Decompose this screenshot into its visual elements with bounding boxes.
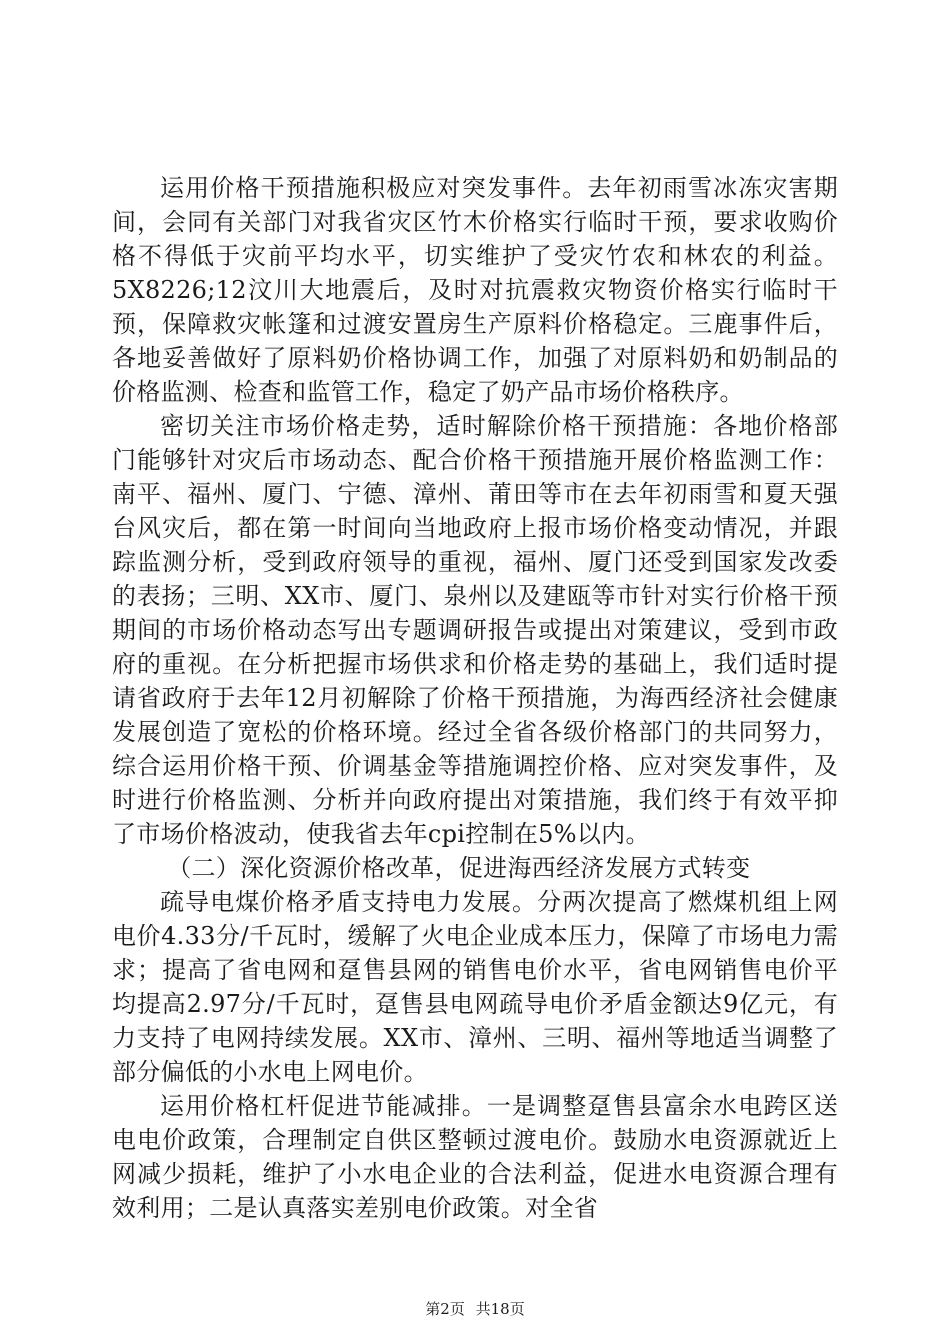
- section-subheading: （二）深化资源价格改革，促进海西经济发展方式转变: [167, 854, 751, 882]
- paragraph-emergency-response: 运用价格干预措施积极应对突发事件。去年初雨雪冰冻灾害期间，会同有关部门对我省灾区竹木价格实行临时干预，要求收购价格不得低于灾前平均水平，切实维护了受灾竹农和林农的利益。5X8226;12汶川大地震后，及时对抗震救灾物资价格实行临时干预，保障救灾帐篷和过渡安置房生产原料价格稳定。三鹿事件后，各地妥善做好了原料奶价格协调工作，加强了对原料奶和奶制品的价格监测、检查和监管工作，稳定了奶产品市场价格秩序。: [112, 174, 838, 406]
- page-total: 共18页: [475, 1300, 525, 1318]
- document-body: [112, 171, 838, 1225]
- paragraph-electricity-pricing: 疏导电煤价格矛盾支持电力发展。分两次提高了燃煤机组上网电价4.33分/千瓦时，缓解了火电企业成本压力，保障了市场电力需求；提高了省电网和趸售县网的销售电价水平，省电网销售电价平均提高2.97分/千瓦时，趸售县电网疏导电价矛盾金额达9亿元，有力支持了电网持续发展。XX市、漳州、三明、福州等地适当调整了部分偏低的小水电上网电价。: [112, 888, 838, 1086]
- paragraph-market-monitoring: 密切关注市场价格走势，适时解除价格干预措施：各地价格部门能够针对灾后市场动态、配合价格干预措施开展价格监测工作：南平、福州、厦门、宁德、漳州、莆田等市在去年初雨雪和夏天强台风灾后，都在第一时间向当地政府上报市场价格变动情况，并跟踪监测分析，受到政府领导的重视，福州、厦门还受到国家发改委的表扬；三明、XX市、厦门、泉州以及建瓯等市针对实行价格干预期间的市场价格动态写出专题调研报告或提出对策建议，受到市政府的重视。在分析把握市场供求和价格走势的基础上，我们适时提请省政府于去年12月初解除了价格干预措施，为海西经济社会健康发展创造了宽松的价格环境。经过全省各级价格部门的共同努力，综合运用价格干预、价调基金等措施调控价格、应对突发事件，及时进行价格监测、分析并向政府提出对策措施，我们终于有效平抑了市场价格波动，使我省去年cpi控制在5%以内。: [112, 412, 838, 848]
- page-footer: [0, 1298, 950, 1319]
- paragraph-energy-saving: 运用价格杠杆促进节能减排。一是调整趸售县富余水电跨区送电电价政策，合理制定自供区整顿过渡电价。鼓励水电资源就近上网减少损耗，维护了小水电企业的合法利益，促进水电资源合理有效利用；二是认真落实差别电价政策。对全省: [112, 1092, 838, 1222]
- page-number: 第2页: [425, 1300, 465, 1318]
